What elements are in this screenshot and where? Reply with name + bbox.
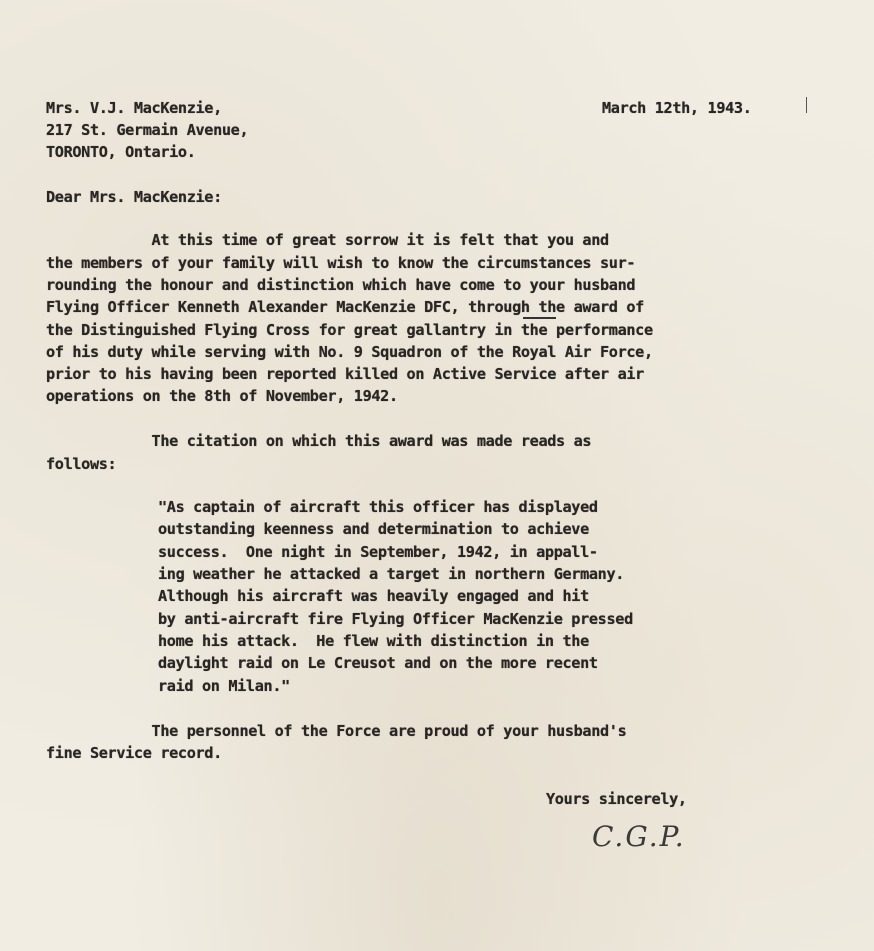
- paragraph-line: operations on the 8th of November, 1942.: [46, 387, 398, 405]
- paragraph-line: the members of your family will wish to know the circumstances sur-: [46, 254, 636, 272]
- recipient-city: TORONTO, Ontario.: [46, 143, 196, 161]
- paragraph-line: Flying Officer Kenneth Alexander MacKenzie DFC, through the award of: [46, 298, 644, 316]
- paragraph-line: prior to his having been reported killed on Active Service after air: [46, 365, 644, 383]
- citation-line: ing weather he attacked a target in northern Germany.: [158, 565, 625, 583]
- citation-line: success. One night in September, 1942, in appall-: [158, 543, 598, 561]
- recipient-name: Mrs. V.J. MacKenzie,: [46, 99, 222, 117]
- paragraph-line: of his duty while serving with No. 9 Squadron of the Royal Air Force,: [46, 343, 653, 361]
- margin-mark: [806, 97, 807, 113]
- paragraph-line: At this time of great sorrow it is felt that you and: [46, 231, 609, 249]
- citation-line: outstanding keenness and determination to achieve: [158, 520, 589, 538]
- salutation: Dear Mrs. MacKenzie:: [46, 188, 222, 206]
- closing: Yours sincerely,: [546, 790, 687, 808]
- paragraph-line: the Distinguished Flying Cross for great gallantry in the performance: [46, 321, 653, 339]
- paragraph-line: follows:: [46, 455, 117, 473]
- citation-line: daylight raid on Le Creusot and on the more recent: [158, 654, 598, 672]
- letter-date: March 12th, 1943.: [602, 99, 752, 117]
- paragraph-line: fine Service record.: [46, 744, 222, 762]
- handwritten-signature: C.G.P.: [592, 820, 686, 853]
- citation-line: Although his aircraft was heavily engaged and hit: [158, 587, 589, 605]
- paragraph-line: The citation on which this award was made reads as: [46, 432, 592, 450]
- citation-line: "As captain of aircraft this officer has displayed: [158, 498, 598, 516]
- paragraph-line: rounding the honour and distinction which have come to your husband: [46, 276, 636, 294]
- paragraph-line: The personnel of the Force are proud of your husband's: [46, 722, 627, 740]
- citation-line: raid on Milan.": [158, 677, 290, 695]
- recipient-street: 217 St. Germain Avenue,: [46, 121, 249, 139]
- citation-line: home his attack. He flew with distinction in the: [158, 632, 589, 650]
- citation-line: by anti-aircraft fire Flying Officer MacKenzie pressed: [158, 610, 633, 628]
